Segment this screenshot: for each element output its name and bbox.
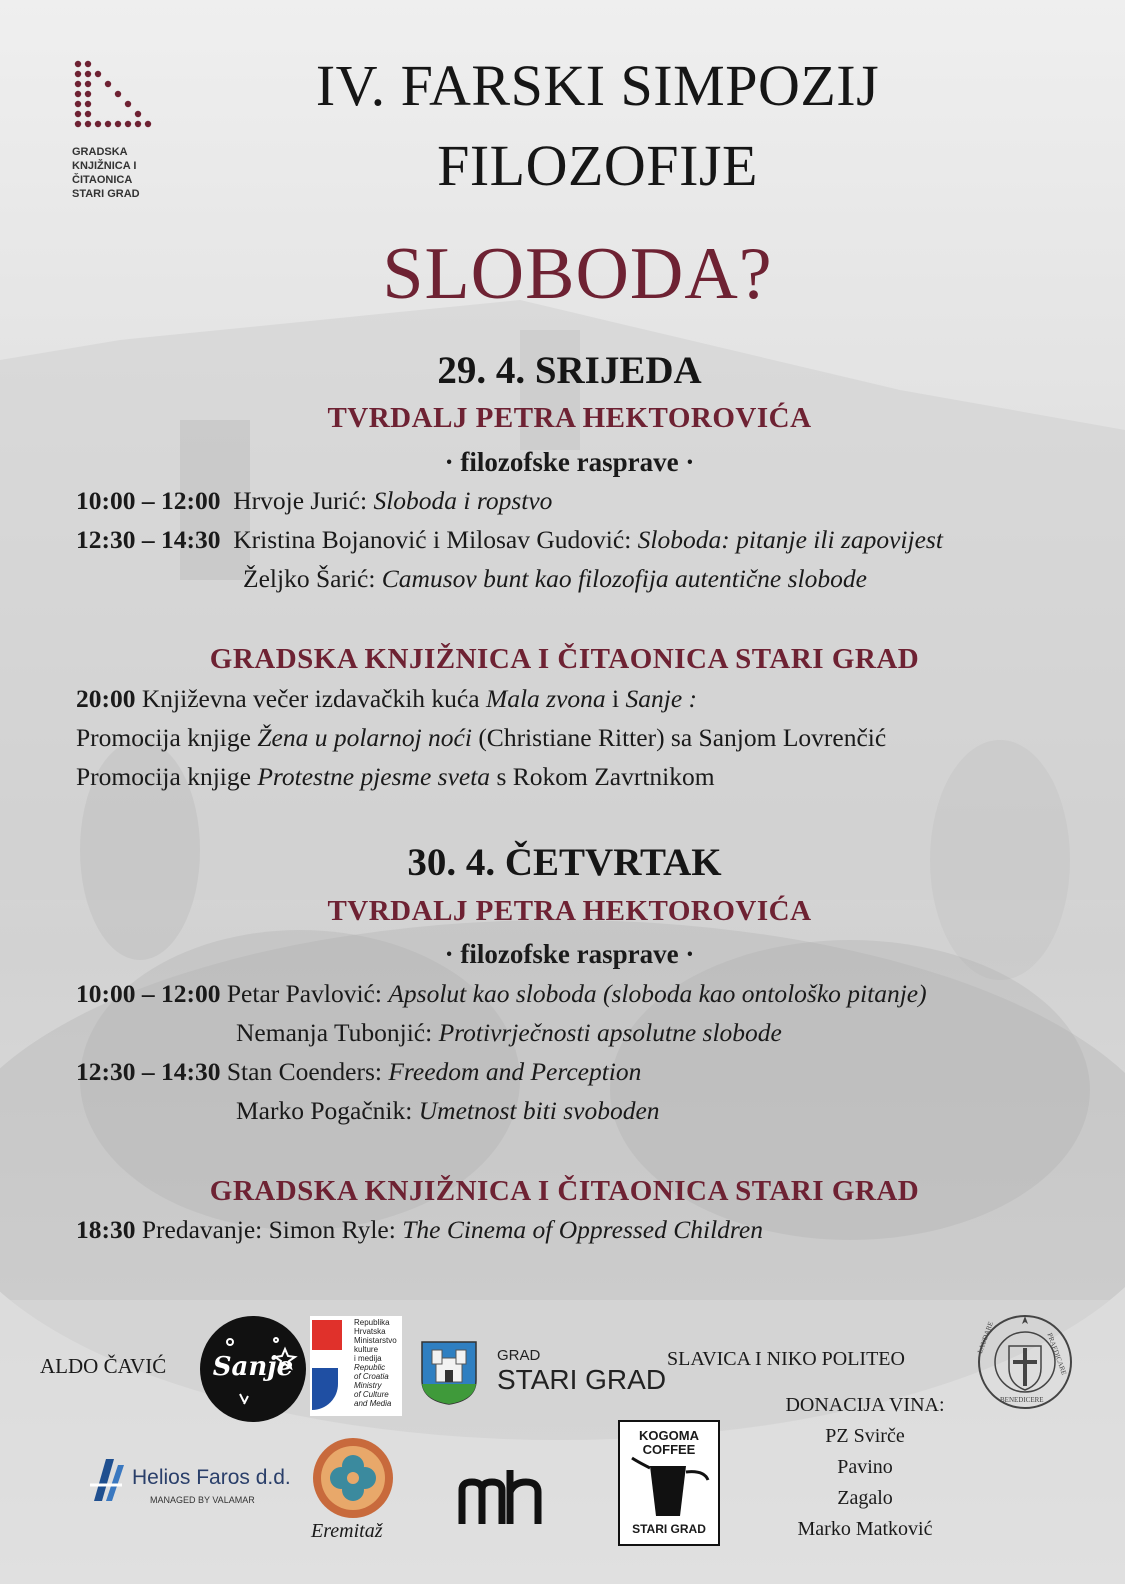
day1-talk-2 xyxy=(76,525,943,555)
ministry-logo xyxy=(310,1316,402,1416)
seal-text: BENEDICERE xyxy=(1000,1396,1044,1404)
title-line-2: FILOZOFIJE xyxy=(437,133,758,198)
talk-time: 12:30 – 14:30 xyxy=(76,1057,221,1086)
ministry-text: Ministry xyxy=(354,1381,382,1390)
day2-evening-line xyxy=(76,1215,763,1245)
wine-donor: PZ Svirče xyxy=(825,1425,905,1447)
day2-talk-4 xyxy=(236,1096,660,1126)
theme-title: SLOBODA? xyxy=(382,233,773,315)
evening-text: (Christiane Ritter) sa Sanjom Lovrenčić xyxy=(478,723,887,752)
lecture-title: The Cinema of Oppressed Children xyxy=(402,1215,763,1244)
sanje-logo xyxy=(200,1316,306,1422)
day1-heading: 29. 4. SRIJEDA xyxy=(437,349,702,392)
talk-speaker: Petar Pavlović: xyxy=(226,979,382,1008)
day1-subtitle: · filozofske rasprave · xyxy=(444,447,695,477)
mh-logo-icon xyxy=(458,1470,554,1526)
kogoma-name: KOGOMA xyxy=(639,1428,699,1443)
ministry-text: of Croatia xyxy=(354,1372,389,1381)
ministry-red-block xyxy=(312,1320,342,1350)
stari-grad-coat-of-arms-icon xyxy=(420,1340,478,1406)
helios-faros-logo-icon xyxy=(88,1455,126,1503)
helios-faros-subtitle: MANAGED BY VALAMAR xyxy=(150,1495,255,1505)
day1-evening-line-1 xyxy=(76,684,697,714)
grad-label: GRAD xyxy=(497,1347,541,1364)
wine-donor: Pavino xyxy=(837,1456,893,1478)
wine-donor: Zagalo xyxy=(837,1487,893,1509)
day2-talk-3 xyxy=(76,1057,641,1087)
ministry-blue-mark xyxy=(312,1368,338,1410)
wine-heading: DONACIJA VINA: xyxy=(785,1394,945,1416)
day1-venue-tvrdalj: TVRDALJ PETRA HEKTOROVIĆA xyxy=(327,402,812,434)
talk-title: Sloboda: pitanje ili zapovijest xyxy=(637,525,943,554)
day2-subtitle: · filozofske rasprave · xyxy=(444,939,695,969)
eremitaz-logo xyxy=(313,1438,393,1518)
ministry-text: Hrvatska xyxy=(354,1327,386,1336)
day1-evening-line-3 xyxy=(76,762,715,792)
stari-grad-label: STARI GRAD xyxy=(497,1364,667,1395)
evening-text: s Rokom Zavrtnikom xyxy=(496,762,715,791)
talk-speaker: Kristina Bojanović i Milosav Gudović: xyxy=(233,525,632,554)
title-line-1: IV. FARSKI SIMPOZIJ xyxy=(315,53,880,118)
ministry-text: Republic xyxy=(354,1363,386,1372)
talk-time: 10:00 – 12:00 xyxy=(76,486,221,515)
logo-line: GRADSKA xyxy=(72,146,128,158)
talk-title: Umetnost biti svoboden xyxy=(418,1096,660,1125)
logo-line: ČITAONICA xyxy=(72,174,133,186)
seal-text: PRAEDICARE xyxy=(1045,1332,1069,1377)
talk-time: 10:00 – 12:00 xyxy=(76,979,221,1008)
talk-title: Protivrječnosti apsolutne slobode xyxy=(438,1018,782,1047)
talk-speaker: Željko Šarić: xyxy=(243,564,376,593)
coffee-pot-icon xyxy=(620,1456,718,1526)
evening-text: i xyxy=(612,684,620,713)
sponsor-politeo: SLAVICA I NIKO POLITEO xyxy=(667,1348,905,1370)
wine-donations xyxy=(760,1390,970,1545)
evening-time: 18:30 xyxy=(76,1215,136,1244)
talk-title: Sloboda i ropstvo xyxy=(373,486,553,515)
ministry-text: kulture xyxy=(354,1345,379,1354)
seal-text: LAUDARE xyxy=(976,1320,995,1355)
helios-faros-label: Helios Faros d.d. xyxy=(132,1466,291,1489)
kogoma-coffee-logo xyxy=(618,1420,720,1546)
ministry-text: Republika xyxy=(354,1318,390,1327)
evening-text: Promocija knjige xyxy=(76,723,251,752)
talk-title: Freedom and Perception xyxy=(388,1057,642,1086)
evening-text: Promocija knjige xyxy=(76,762,251,791)
talk-speaker: Stan Coenders: xyxy=(226,1057,382,1086)
kogoma-location: STARI GRAD xyxy=(632,1522,706,1536)
talk-title: Camusov bunt kao filozofija autentične slobode xyxy=(381,564,867,593)
evening-text: Predavanje: Simon Ryle: xyxy=(141,1215,396,1244)
eremitaz-label: Eremitaž xyxy=(311,1520,383,1542)
kogoma-coffee: COFFEE xyxy=(642,1442,696,1457)
day2-talk-1 xyxy=(76,979,927,1009)
talk-speaker: Hrvoje Jurić: xyxy=(233,486,368,515)
book-title: Žena u polarnoj noći xyxy=(257,723,472,752)
day1-evening-line-2 xyxy=(76,723,886,753)
evening-text: Književna večer izdavačkih kuća xyxy=(141,684,480,713)
ministry-text: of Culture xyxy=(354,1390,389,1399)
day2-venue-tvrdalj: TVRDALJ PETRA HEKTOROVIĆA xyxy=(327,895,812,927)
publisher-name: Sanje : xyxy=(625,684,698,713)
dominican-seal xyxy=(975,1312,1075,1412)
ministry-text: Ministarstvo xyxy=(354,1336,397,1345)
sanje-logo-text: Sanje xyxy=(212,1352,294,1382)
evening-time: 20:00 xyxy=(76,684,136,713)
sponsor-aldo-cavic: ALDO ČAVIĆ xyxy=(40,1354,167,1378)
ministry-text: and Media xyxy=(354,1399,392,1408)
talk-speaker: Marko Pogačnik: xyxy=(236,1096,413,1125)
logo-line: KNJIŽNICA I xyxy=(72,160,137,172)
wine-donor: Marko Matković xyxy=(797,1518,933,1540)
day1-talk-3 xyxy=(243,564,867,594)
day2-talk-2 xyxy=(236,1018,782,1048)
eremitaz-emblem-icon xyxy=(313,1438,393,1518)
day1-venue-library: GRADSKA KNJIŽNICA I ČITAONICA STARI GRAD xyxy=(209,643,920,675)
publisher-name: Mala zvona xyxy=(485,684,606,713)
ministry-text: i medija xyxy=(354,1354,382,1363)
logo-line: STARI GRAD xyxy=(72,188,140,200)
talk-speaker: Nemanja Tubonjić: xyxy=(236,1018,433,1047)
day2-venue-library: GRADSKA KNJIŽNICA I ČITAONICA STARI GRAD xyxy=(209,1175,920,1207)
book-title: Protestne pjesme sveta xyxy=(257,762,491,791)
talk-time: 12:30 – 14:30 xyxy=(76,525,221,554)
talk-title: Apsolut kao sloboda (sloboda kao ontološko pitanje) xyxy=(388,979,927,1008)
day1-talk-1 xyxy=(76,486,552,516)
day2-heading: 30. 4. ČETVRTAK xyxy=(407,841,722,884)
